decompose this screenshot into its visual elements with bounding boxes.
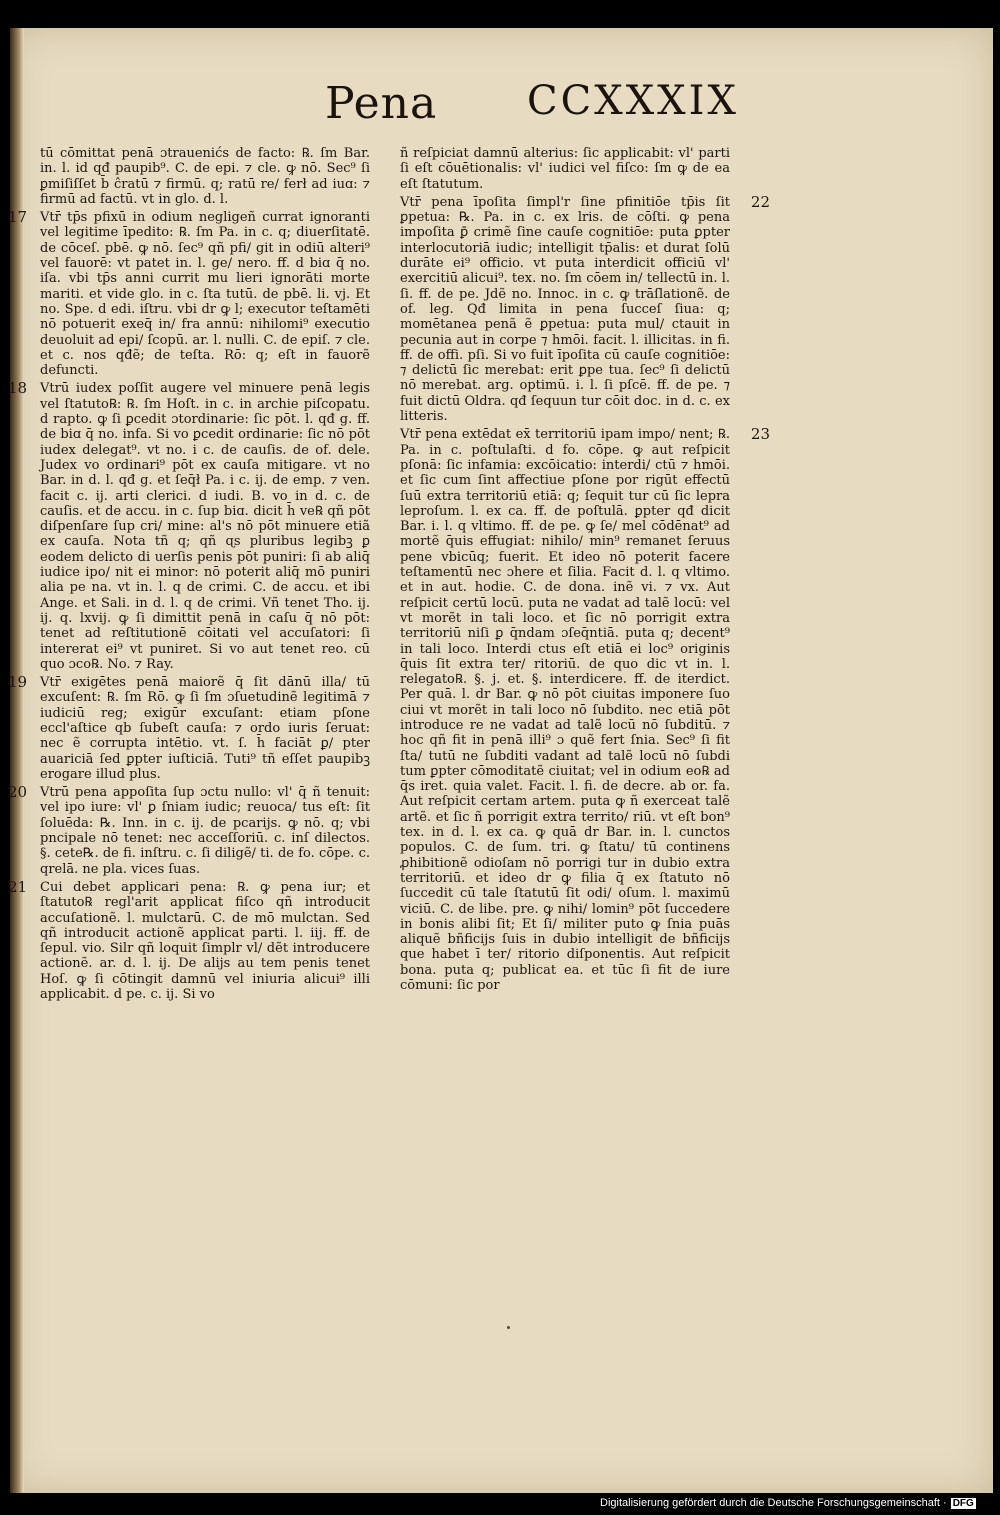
folio-number: CCXXXIX <box>527 78 739 124</box>
margin-number: 17 <box>8 208 28 227</box>
paragraph-text: Vtr̄ exigētes penā maiorẽ q̄ ſit dānū illa/ tū excuſent: ℞. ſm Rō. ꝙ ſi ſm ɔſuetudinẽ legitimā ⁊ iudiciū reg; exigūr excuſant: etiam pſone eccl'aſtice qb ſubeſt cauſa: ⁊ ordo iuris ſeruat: nec ẽ corrupta intētio. vt. ſ. h̄ faciāt ꝑ/ pter auariciā ſed ꝑpter iuſticiā. Tuti⁹ tñ eſſet paupibꝫ erogare illud plus. <box>40 675 370 782</box>
margin-number: 19 <box>8 673 28 692</box>
paragraph <box>40 146 370 207</box>
text-column-right <box>400 146 770 996</box>
margin-number: 20 <box>8 783 28 802</box>
paragraph-text: Vtrū iudex poſſit augere vel minuere penā legis vel ſtatuto℞: ℞. ſm Hoſt. in c. in archie piſcopatu. d rapto. ꝙ ſi ꝑcedit ɔtordinarie: ſic pōt. l. qđ g. ff. de biɑ q̄ no. infa. Si vo ꝑcedit ordinarie: ſic nō pōt iudex delegat⁹. vt no. i c. de cauſis. de of. dele. Judex vo ordinari⁹ pōt ex cauſa mitigare. vt no Bar. in d. l. qđ g. et ſeq̄ł Pa. i c. ij. de emp. ⁊ ven. facit c. ij. arti clerici. d iudi. B. vo in d. c. de cauſis. et de accu. in c. ſup biɑ. dicit h̄ ve℞ qñ pōt diſpenſare ſup cri/ mine: al's nō pōt minuere etiã ex cauſa. Nota tñ q; qñ ɋs pluribus legibꝫ ꝑ eodem delicto di uerſis penis pōt puniri: ſi ab aliq̄ iudice ipo/ nit ei minor: nō poterit aliq̄ mō puniri alia pe na. vt in. l. q de crimi. C. de accu. et ibi Ange. et Sali. in d. l. q de crimi. Vñ tenet Tho. ij. ij. q. lxvij. ꝙ ſi dimittit penā in caſu q̄ nō pōt: tenet ad reſtitutionē cōitati vel accuſatori: ſi intererat ei⁹ vt puniret. Si vo aut tenet reo. cū quo ɔco℞. No. ⁊ Ray. <box>40 381 370 672</box>
running-title: Pena <box>325 78 438 129</box>
paragraph <box>8 877 370 1003</box>
paragraph <box>8 673 370 782</box>
paragraph <box>400 146 730 192</box>
paragraph-text: Vtr̄ tp̄s pfixū in odium negligeñ currat ignoranti vel legitime īpedito: ℞. ſm Pa. in c. q; diuerſitatē. de cōceſ. pbē. ꝙ nō. ſec⁹ qñ pfi/ git in odiū alteri⁹ vel fauorē: vt patet in. l. ge/ nero. ff. d biɑ q̄ no. iſa. vbi tp̄s anni currit mu lieri ignorāti morte mariti. et vide glo. in c. ſta tutū. de pbē. li. vj. Et no. Spe. d edi. iſtru. vbi dr ꝙ l; executor teſtamēti nō potuerit exeq̄ in/ fra annū: nihilomi⁹ executio deuoluit ad epi/ ſcopū. ar. l. nulli. C. de epiſ. ⁊ cle. et c. nos qđẽ; de teſta. Rō: q; eſt in fauorẽ defuncti. <box>40 210 370 379</box>
paragraph-text: Vtr̄ pena īpoſita ſimpl'r ſine pfinitiōe tp̄is ſit ꝑpetua: ℞. Pa. in c. ex lris. de cōſti. ꝙ pena impoſita ꝑ̄ crimẽ ſine cauſe cognitiōe: puta ꝑpter interlocutoriā iudic; intelligit tp̄alis: et durat ſolū durāte ei⁹ officio. vt puta interdicit officiū vl' exercitiū alicui⁹. tex. no. ſm cōem in/ tellectū in. l. ſi. ff. de pe. Jdẽ no. Innoc. in c. ꝙ trāſlationẽ. de of. leg. Qđ limita in pena ſucceſ ſiua: q; momētanea penã ẽ ꝑpetua: puta mul/ ctauit in pecunia aut in corpe ⁊ hmōi. facit. l. illicitas. in fi. ff. de offi. pſi. Si vo fuit īpoſita cū cauſe cognitiōe: ⁊ delictū ſic merebat: erit ꝑpe tua. ſec⁹ ſi delictū nō merebat. arg. optimū. i. l. ſi pſcē. ff. de pe. ⁊ fuit dictū Oldra. qđ ſequun tur cōit doc. in d. c. ex litteris. <box>400 194 730 425</box>
dfg-logo: DFG <box>952 1498 974 1509</box>
page-header <box>10 68 993 148</box>
digitization-credit <box>600 1497 976 1509</box>
paragraph <box>8 783 370 877</box>
page-gutter-shadow <box>10 28 24 1493</box>
paragraph <box>400 425 770 994</box>
paragraph-text: Cui debet applicari pena: ℞. ꝙ pena iur; et ſtatuto℞ regl'arit applicat fiſco qñ introducit accuſationẽ. l. mulctarū. C. de mō mulctan. Sed qñ introducit actionẽ applicat parti. l. iij. ff. de ſepul. vio. Silr qñ loquit ſimplr vl/ dẽt introducere actionẽ. ar. d. l. ij. De alijs au tem penis tenet Hoſ. ꝙ ſi cōtingit damnū vel iniuria alicui⁹ illi applicabit. d pe. c. ij. Si vo <box>40 879 370 1003</box>
credit-text: Digitalisierung gefördert durch die Deutsche Forschungsgemeinschaft · <box>600 1497 947 1509</box>
margin-number: 22 <box>750 192 770 211</box>
margin-number: 21 <box>8 877 28 896</box>
paragraph <box>8 208 370 379</box>
paragraph-text: ñ reſpiciat damnū alterius: ſic applicabit: vl' parti ſi eſt cōuētionalis: vl' iudici vel fiſco: ſm ꝙ de ea eſt ſtatutum. <box>400 146 730 192</box>
text-column-left <box>8 146 370 1005</box>
ink-speck <box>507 1326 510 1329</box>
paragraph-text: Vtr̄ pena extēdat ex̄ territoriū ipam impo/ nent; ℞. Pa. in c. poſtulaſti. d fo. cōpe. ꝙ aut reſpicit pſonā: ſic infamia: excōicatio: interdi/ ctū ⁊ hmōi. et ſic cum ſint affectiue pſone por rigūt effectū ſuū extra territoriū etiā: q; ſequit tur cū ſic lepra leproſum. l. ex ca. ff. de poſtulā. ꝑpter qđ dicit Bar. i. l. q vltimo. ff. de pe. ꝙ ſe/ mel cōdēnat⁹ ad mortẽ q̄uis effugiat: nihilo/ min⁹ remanet ſeruus pene vbicūq; fuerit. Et ideo nō poterit facere teſtamentū nec ɔhere et ſilia. Facit d. l. q vltimo. et in aut. hodie. C. de dona. inẽ vi. ⁊ vx. Aut reſpicit certū locū. puta ne vadat ad talẽ locū: vel vt morẽt in tali loco. et ſic nō porrigit extra territoriū niſi ꝑ q̄ndam ɔſeq̄ntiā. puta q; decent⁹ in tali loco. Interdi ctus eſt etiā ei loc⁹ originis q̄uis ſit extra ter/ ritoriū. de quo dic vt in. l. relegato℞. §. j. et. §. interdicere. ff. de iterdict. Per quā. l. dr Bar. ꝙ nō pōt ciuitas imponere ſuo ciui vt morẽt in tali loco nō ſubdito. nec etiā pōt introduce re ne vadat ad talẽ locū nō ſubditū. ⁊ hoc qñ fit in penā illi⁹ ɔ quẽ fert ſnia. Sec⁹ ſi fit ſta/ tutū ne ſubditi vadant ad talẽ locū nō ſubdi tum ꝑpter cōmoditatẽ ciuitat; vel in odium eo℞ ad q̄s iret. quia valet. Facit. l. fi. de decre. ab or. fa. Aut reſpicit certam artem. puta ꝙ ñ exerceat talẽ artẽ. et ſic ñ porrigit extra territo/ riū. vt eſt bon⁹ tex. in d. l. ex ca. ꝙ quā dr Bar. in. l. cunctos populos. C. de ſum. tri. ꝙ ſtatu/ tū continens ꝓhibitionẽ odioſam nō porrigi tur in dubio extra territoriū. et ideo dr ꝙ filia q̄ ex ſtatuto nō ſuccedit cū tale ſtatutū ſit odi/ oſum. l. maximū viciū. C. de libe. pre. ꝙ nihi/ lomin⁹ pōt ſuccedere in bonis alibi ſit; Et ſi/ militer puto ꝙ ſnia puās aliquẽ bñficijs ſuis in dubio intelligit de bñficijs que habet ī ter/ ritorio diſponentis. Aut reſpicit bona. puta q; publicat ea. et tūc ſi fit de iure cōmuni: ſic por <box>400 427 730 994</box>
margin-number: 23 <box>750 425 770 444</box>
paragraph <box>8 379 370 672</box>
paragraph-text: tū cōmittat penā ɔtrauenićs de facto: ℞. ſm Bar. in. l. id qđ paupib⁹. C. de epi. ⁊ cle. ꝙ nō. Sec⁹ ſi ꝑmiſiſſet b̄ ĉratū ⁊ firmū. q; ratū re/ ferł ad iuɑ: ⁊ firmū ad factū. vt in glo. d. l. <box>40 146 370 207</box>
book-page <box>10 28 993 1493</box>
paragraph <box>400 192 770 425</box>
paragraph-text: Vtrū pena appoſita ſup ɔctu nullo: vl' q̄ ñ tenuit: vel ipo iure: vl' ꝑ ſniam iudic; reuoca/ tus eſt: ſit ſoluēda: ℞. Inn. in c. ij. de pcarijs. ꝙ nō. q; vbi pncipale nō tenet: nec acceſſoriū. c. inſ dilectos. §. cete℞. de fi. inſtru. c. ſi diligẽ/ ti. de fo. cōpe. c. qrelā. ne pla. vices ſuas. <box>40 785 370 877</box>
margin-number: 18 <box>8 379 28 398</box>
